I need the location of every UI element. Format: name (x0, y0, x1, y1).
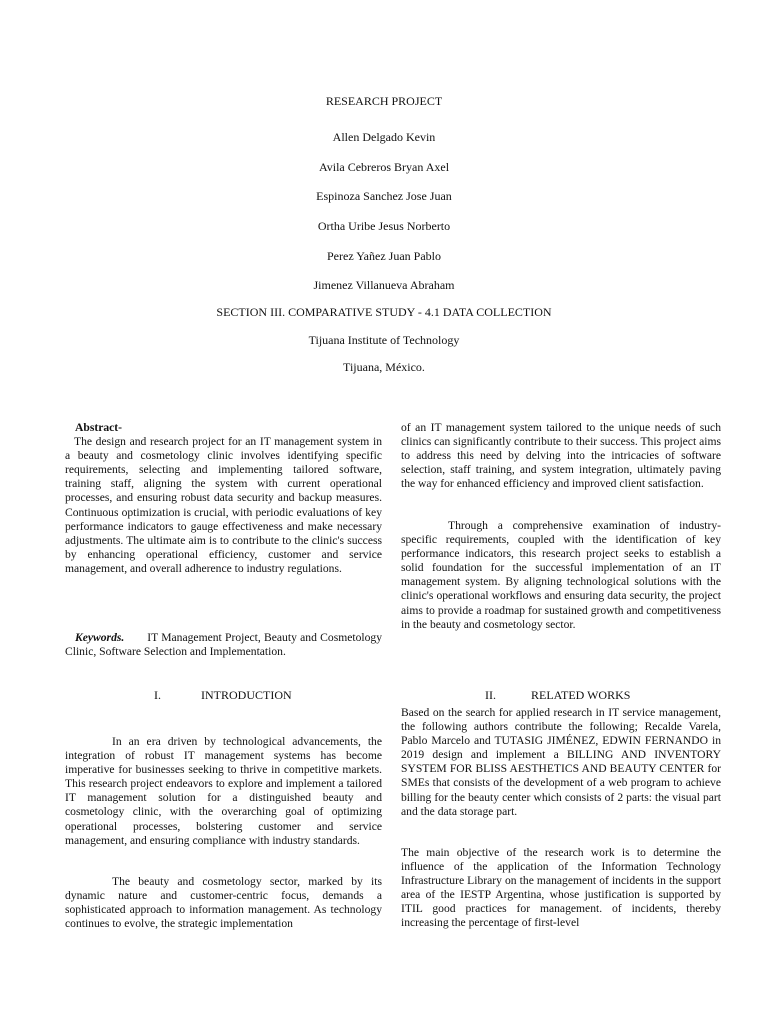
abstract-title: Abstract- (75, 421, 123, 434)
author-name: Allen Delgado Kevin (332, 130, 436, 144)
paragraph: Through a comprehensive examination of industry-specific requirements, coupled with the identification of key performance indicators, this research project seeks to establish a solid foundation for the successful implementation of an IT management system. By aligning technological solutions with the clinic's operational workflows and ensuring data security, the project aims to provide a roadmap for sustained growth and competitiveness in the beauty and cosmetology sector. (401, 519, 721, 631)
institute-name: Tijuana Institute of Technology (308, 333, 460, 347)
author-name: Espinoza Sanchez Jose Juan (316, 189, 452, 203)
section-heading: SECTION III. COMPARATIVE STUDY - 4.1 DATA COLLECTION (216, 305, 552, 319)
section-number: II. (485, 688, 496, 702)
paragraph: In an era driven by technological advancements, the integration of robust IT management systems has become imperative for businesses seeking to thrive in competitive markets. This research project endeavors to explore and implement a tailored IT management solution for a distinguished beauty and cosmetology clinic, with the overarching goal of optimizing operational processes, bolstering customer and service management, and ensuring compliance with industry standards. (65, 735, 382, 847)
introduction-body-2 (65, 875, 382, 931)
author-name: Perez Yañez Juan Pablo (327, 249, 441, 263)
section-title: INTRODUCTION (201, 688, 292, 702)
paragraph: of an IT management system tailored to the unique needs of such clinics can significantly contribute to their success. This project aims to address this need by delving into the intricacies of software selection, staff training, and system integration, ultimately paving the way for enhanced efficiency and improved client satisfaction. (401, 421, 721, 491)
keywords-block (65, 631, 382, 659)
author-name: Jimenez Villanueva Abraham (313, 278, 455, 292)
related-works-body (401, 706, 721, 819)
introduction-body (65, 735, 382, 848)
paragraph: Based on the search for applied research in IT service management, the following authors contribute the following; Recalde Varela, Pablo Marcelo and TUTASIG JIMÉNEZ, EDWIN FERNANDO in 2019 design and implement a BILLING AND INVENTORY SYSTEM FOR BLISS AESTHETICS AND BEAUTY CENTER for SMEs that consists of the development of a web program to achieve billing for the beauty center which consists of 2 parts: the visual part and the data storage part. (401, 706, 721, 818)
abstract-continuation-2 (401, 519, 721, 632)
author-name: Ortha Uribe Jesus Norberto (317, 219, 451, 233)
keywords-text: IT Management Project, Beauty and Cosmetology Clinic, Software Selection and Implementation. (65, 631, 382, 659)
paper-title: RESEARCH PROJECT (325, 94, 443, 108)
section-title: RELATED WORKS (531, 688, 631, 702)
section-number: I. (154, 688, 161, 702)
abstract-block (65, 421, 382, 576)
abstract-text: The design and research project for an IT management system in a beauty and cosmetology clinic involves identifying specific requirements, selecting and implementing tailored software, training staff, aligning the system with current operational processes, and ensuring robust data security and backup measures. Continuous optimization is crucial, with periodic evaluations of key performance indicators to gauge effectiveness and make necessary adjustments. The ultimate aim is to contribute to the clinic's success by enhancing operational efficiency, customer and service management, and overall adherence to industry regulations. (65, 435, 382, 575)
paragraph: The beauty and cosmetology sector, marked by its dynamic nature and customer-centric focus, demands a sophisticated approach to information management. As technology continues to evolve, the strategic implementation (65, 875, 382, 931)
abstract-continuation (401, 421, 721, 491)
paragraph: The main objective of the research work is to determine the influence of the application of the Information Technology Infrastructure Library on the management of incidents in the support area of the IESTP Argentina, whose justification is supported by ITIL good practices for management. of incidents, thereby increasing the percentage of first-level (401, 846, 721, 930)
author-name: Avila Cebreros Bryan Axel (318, 160, 450, 174)
location: Tijuana, México. (343, 360, 425, 374)
keywords-label: Keywords. (75, 631, 125, 644)
related-works-body-2 (401, 846, 721, 931)
